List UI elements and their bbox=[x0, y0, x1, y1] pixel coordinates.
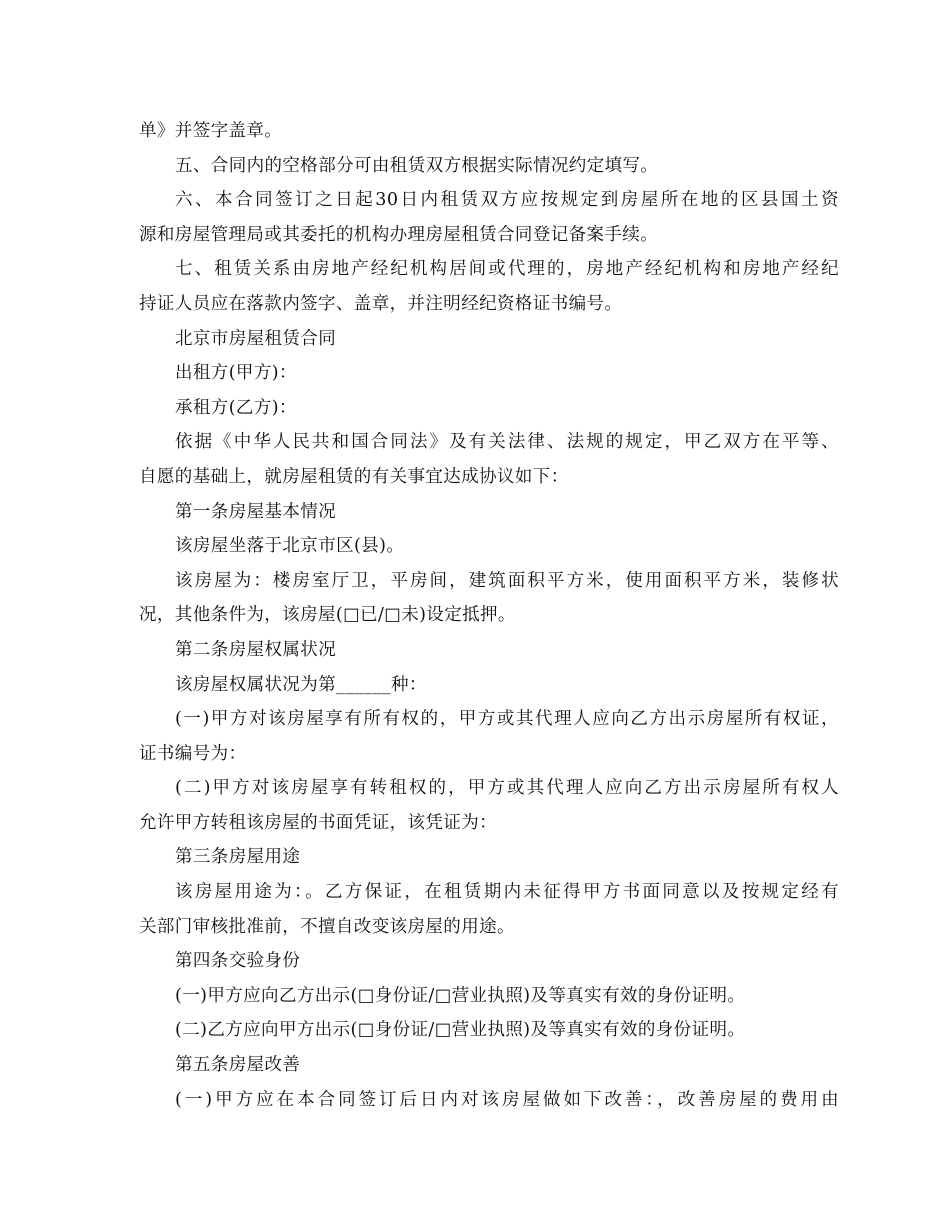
article-3-heading: 第三条房屋用途 bbox=[175, 847, 301, 868]
document-page bbox=[139, 114, 839, 1117]
article-2-item-2-line-1: (二)甲方对该房屋享有转租权的，甲方或其代理人应向乙方出示房屋所有权人 bbox=[175, 778, 839, 799]
clause-6-line-1: 六、本合同签订之日起30日内租赁双方应按规定到房屋所在地的区县国土资 bbox=[175, 190, 839, 211]
article-1-heading: 第一条房屋基本情况 bbox=[175, 501, 337, 522]
article-2-item-1-line-2: 证书编号为： bbox=[139, 743, 247, 764]
clause-5-line: 五、合同内的空格部分可由租赁双方根据实际情况约定填写。 bbox=[175, 155, 659, 176]
article-2-item-2-line-2: 允许甲方转租该房屋的书面凭证，该凭证为： bbox=[139, 812, 497, 833]
preamble-line-2: 自愿的基础上，就房屋租赁的有关事宜达成协议如下： bbox=[139, 466, 569, 487]
article-5-heading: 第五条房屋改善 bbox=[175, 1055, 301, 1076]
continuation-line: 单》并签字盖章。 bbox=[139, 121, 283, 141]
lessee-field: 承租方(乙方)： bbox=[175, 397, 297, 418]
article-3-usage-line-2: 关部门审核批准前，不擅自改变该房屋的用途。 bbox=[139, 916, 515, 937]
article-4-item-2: (二)乙方应向甲方出示(□身份证/□营业执照)及等真实有效的身份证明。 bbox=[175, 1020, 746, 1041]
article-1-details-line-1: 该房屋为：楼房室厅卫，平房间，建筑面积平方米，使用面积平方米，装修状 bbox=[175, 570, 839, 591]
article-2-item-1-line-1: (一)甲方对该房屋享有所有权的，甲方或其代理人应向乙方出示房屋所有权证， bbox=[175, 709, 839, 730]
article-1-location: 该房屋坐落于北京市区(县)。 bbox=[175, 536, 405, 557]
clause-6-line-2: 源和房屋管理局或其委托的机构办理房屋租赁合同登记备案手续。 bbox=[139, 224, 659, 245]
lessor-field: 出租方(甲方)： bbox=[175, 363, 297, 384]
article-3-usage-line-1: 该房屋用途为：。乙方保证，在租赁期内未征得甲方书面同意以及按规定经有 bbox=[175, 882, 839, 903]
article-2-heading: 第二条房屋权属状况 bbox=[175, 639, 337, 660]
contract-title: 北京市房屋租赁合同 bbox=[175, 328, 337, 349]
article-2-ownership: 该房屋权属状况为第______种： bbox=[175, 674, 427, 695]
clause-7-line-2: 持证人员应在落款内签字、盖章，并注明经纪资格证书编号。 bbox=[139, 293, 623, 314]
article-4-item-1: (一)甲方应向乙方出示(□身份证/□营业执照)及等真实有效的身份证明。 bbox=[175, 985, 746, 1006]
article-5-item-1: (一)甲方应在本合同签订后日内对该房屋做如下改善：，改善房屋的费用由 bbox=[175, 1089, 839, 1110]
clause-7-line-1: 七、租赁关系由房地产经纪机构居间或代理的，房地产经纪机构和房地产经纪 bbox=[175, 259, 839, 280]
article-4-heading: 第四条交验身份 bbox=[175, 951, 301, 972]
article-1-details-line-2: 况，其他条件为，该房屋(□已/□未)设定抵押。 bbox=[139, 605, 516, 626]
preamble-line-1: 依据《中华人民共和国合同法》及有关法律、法规的规定，甲乙双方在平等、 bbox=[175, 432, 839, 453]
